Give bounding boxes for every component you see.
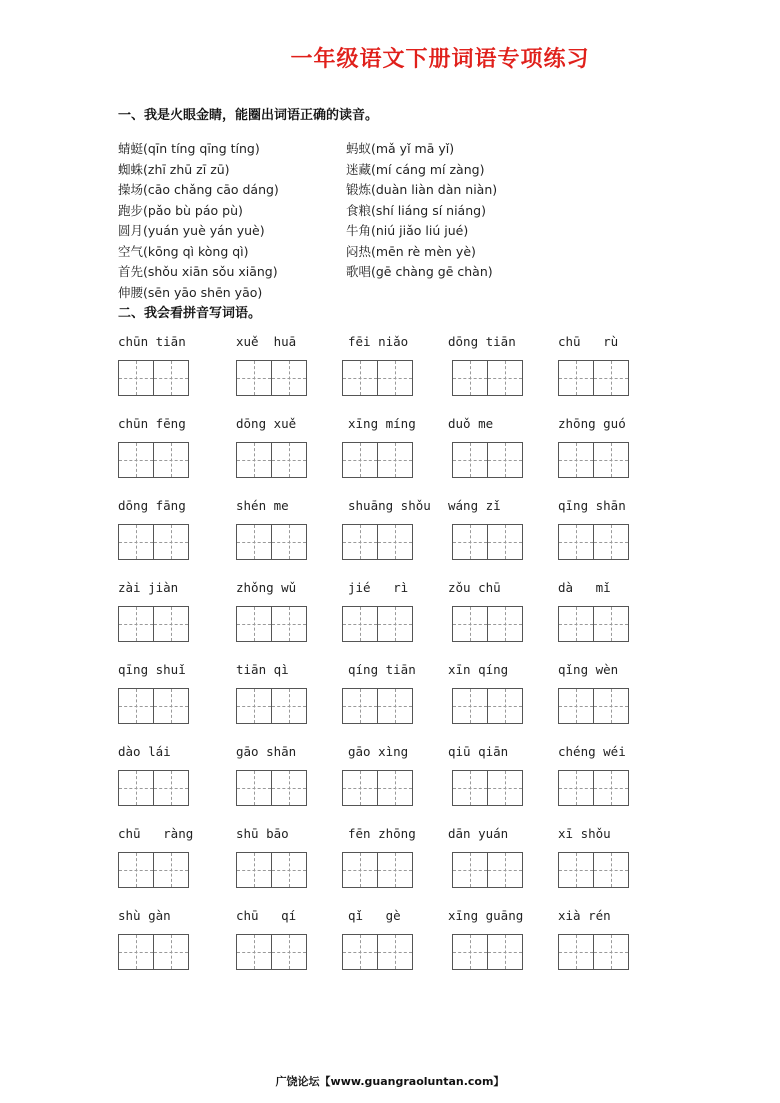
pinyin-label: dōng fāng bbox=[118, 498, 186, 513]
writing-item bbox=[118, 580, 188, 642]
writing-box[interactable] bbox=[342, 360, 378, 396]
tianzi-grid[interactable] bbox=[118, 442, 188, 478]
pinyin-label: zǒu chū bbox=[448, 580, 501, 595]
tianzi-grid[interactable] bbox=[342, 770, 412, 806]
writing-box[interactable] bbox=[342, 442, 378, 478]
pinyin-label: wáng zǐ bbox=[448, 498, 501, 513]
pinyin-label: zhōng guó bbox=[558, 416, 626, 431]
pronunciation-item[interactable]: 歌唱(gē chàng gē chàn) bbox=[346, 264, 493, 280]
tianzi-grid[interactable] bbox=[452, 606, 522, 642]
pronunciation-row bbox=[118, 179, 678, 200]
writing-box[interactable] bbox=[558, 606, 594, 642]
writing-box[interactable] bbox=[593, 524, 629, 560]
writing-box[interactable] bbox=[271, 852, 307, 888]
pronunciation-row bbox=[118, 261, 678, 282]
pronunciation-item[interactable]: 蚂蚁(mǎ yǐ mā yǐ) bbox=[346, 141, 455, 157]
tianzi-grid[interactable] bbox=[342, 442, 416, 478]
writing-item bbox=[558, 498, 628, 560]
tianzi-grid[interactable] bbox=[558, 524, 628, 560]
tianzi-grid[interactable] bbox=[236, 852, 306, 888]
pronunciation-item[interactable]: 首先(shǒu xiān sǒu xiāng) bbox=[118, 264, 278, 280]
tianzi-grid[interactable] bbox=[236, 606, 306, 642]
writing-box[interactable] bbox=[558, 934, 594, 970]
writing-box[interactable] bbox=[236, 934, 272, 970]
writing-item bbox=[558, 334, 628, 396]
tianzi-grid[interactable] bbox=[452, 688, 522, 724]
writing-box[interactable] bbox=[271, 360, 307, 396]
pronunciation-item[interactable]: 牛角(niú jiǎo liú jué) bbox=[346, 223, 469, 239]
writing-item bbox=[448, 334, 522, 396]
writing-box[interactable] bbox=[377, 852, 413, 888]
pinyin-label: shū bāo bbox=[236, 826, 289, 841]
pinyin-label: xīng guāng bbox=[448, 908, 524, 923]
pronunciation-item[interactable]: 跑步(pǎo bù páo pù) bbox=[118, 202, 243, 218]
writing-box[interactable] bbox=[342, 770, 378, 806]
writing-item bbox=[236, 744, 306, 806]
pinyin-label: zhǒng wǔ bbox=[236, 580, 297, 595]
writing-item bbox=[118, 334, 188, 396]
writing-item bbox=[448, 662, 522, 724]
writing-box[interactable] bbox=[452, 770, 488, 806]
footer-source: 广饶论坛【www.guangraoluntan.com】 bbox=[275, 1075, 505, 1088]
tianzi-grid[interactable] bbox=[118, 934, 188, 970]
writing-box[interactable] bbox=[593, 606, 629, 642]
pinyin-label: dān yuán bbox=[448, 826, 509, 841]
pinyin-label: shén me bbox=[236, 498, 289, 513]
writing-item bbox=[448, 580, 522, 642]
writing-box[interactable] bbox=[271, 442, 307, 478]
writing-box[interactable] bbox=[452, 606, 488, 642]
writing-box[interactable] bbox=[342, 688, 378, 724]
writing-box[interactable] bbox=[153, 770, 189, 806]
pronunciation-row bbox=[118, 282, 678, 303]
pinyin-label: xīn qíng bbox=[448, 662, 509, 677]
writing-box[interactable] bbox=[558, 442, 594, 478]
pronunciation-row bbox=[118, 138, 678, 159]
tianzi-grid[interactable] bbox=[118, 360, 188, 396]
writing-item bbox=[118, 826, 193, 888]
pinyin-label: dà mǐ bbox=[558, 580, 611, 595]
writing-box[interactable] bbox=[236, 606, 272, 642]
writing-box[interactable] bbox=[593, 360, 629, 396]
tianzi-grid[interactable] bbox=[342, 688, 416, 724]
writing-box[interactable] bbox=[342, 852, 378, 888]
tianzi-grid[interactable] bbox=[118, 524, 188, 560]
writing-box[interactable] bbox=[452, 360, 488, 396]
writing-item bbox=[236, 498, 306, 560]
writing-row bbox=[118, 662, 678, 744]
pronunciation-item[interactable]: 蜻蜓(qīn tíng qīng tíng) bbox=[118, 141, 260, 157]
writing-box[interactable] bbox=[236, 360, 272, 396]
writing-box[interactable] bbox=[153, 688, 189, 724]
pinyin-label: qīng shuǐ bbox=[118, 662, 186, 677]
writing-box[interactable] bbox=[153, 524, 189, 560]
pinyin-label: fēn zhōng bbox=[348, 826, 416, 841]
writing-row bbox=[118, 498, 678, 580]
writing-box[interactable] bbox=[271, 606, 307, 642]
writing-box[interactable] bbox=[118, 442, 154, 478]
writing-box[interactable] bbox=[377, 606, 413, 642]
writing-row bbox=[118, 334, 678, 416]
writing-box[interactable] bbox=[487, 770, 523, 806]
pinyin-label: shuāng shǒu bbox=[348, 498, 431, 513]
pronunciation-item[interactable]: 闷热(mēn rè mèn yè) bbox=[346, 243, 476, 259]
writing-box[interactable] bbox=[153, 442, 189, 478]
pinyin-label: shù gàn bbox=[118, 908, 171, 923]
writing-item bbox=[558, 908, 628, 970]
pinyin-label: zài jiàn bbox=[118, 580, 179, 595]
writing-box[interactable] bbox=[236, 688, 272, 724]
writing-box[interactable] bbox=[236, 442, 272, 478]
tianzi-grid[interactable] bbox=[452, 852, 522, 888]
pronunciation-row bbox=[118, 241, 678, 262]
writing-item bbox=[348, 334, 412, 396]
tianzi-grid[interactable] bbox=[236, 524, 306, 560]
tianzi-grid[interactable] bbox=[118, 770, 188, 806]
writing-box[interactable] bbox=[236, 524, 272, 560]
tianzi-grid[interactable] bbox=[236, 934, 306, 970]
writing-row bbox=[118, 416, 678, 498]
pinyin-label: xīng míng bbox=[348, 416, 416, 431]
pronunciation-item[interactable]: 锻炼(duàn liàn dàn niàn) bbox=[346, 182, 498, 198]
pronunciation-item[interactable]: 伸腰(sēn yāo shēn yāo) bbox=[118, 284, 263, 300]
pinyin-label: dào lái bbox=[118, 744, 171, 759]
writing-box[interactable] bbox=[558, 524, 594, 560]
pinyin-label: chū qí bbox=[236, 908, 297, 923]
pinyin-label: duǒ me bbox=[448, 416, 494, 431]
writing-item bbox=[118, 908, 188, 970]
writing-item bbox=[348, 580, 412, 642]
writing-box[interactable] bbox=[377, 688, 413, 724]
writing-box[interactable] bbox=[593, 442, 629, 478]
writing-row bbox=[118, 908, 678, 990]
writing-item bbox=[118, 498, 188, 560]
writing-item bbox=[348, 416, 416, 478]
pronunciation-row bbox=[118, 159, 678, 180]
tianzi-grid[interactable] bbox=[452, 360, 522, 396]
writing-item bbox=[236, 662, 306, 724]
writing-box[interactable] bbox=[558, 360, 594, 396]
writing-row bbox=[118, 580, 678, 662]
writing-box[interactable] bbox=[271, 524, 307, 560]
writing-box[interactable] bbox=[271, 770, 307, 806]
writing-box[interactable] bbox=[452, 688, 488, 724]
writing-grid-area bbox=[118, 334, 678, 990]
pinyin-label: tiān qì bbox=[236, 662, 289, 677]
pinyin-label: qíng tiān bbox=[348, 662, 416, 677]
writing-item bbox=[236, 334, 306, 396]
pinyin-label: gāo xìng bbox=[348, 744, 409, 759]
writing-item bbox=[236, 908, 306, 970]
writing-box[interactable] bbox=[558, 852, 594, 888]
writing-box[interactable] bbox=[342, 606, 378, 642]
pronunciation-item[interactable]: 蜘蛛(zhī zhū zī zū) bbox=[118, 161, 230, 177]
tianzi-grid[interactable] bbox=[558, 606, 628, 642]
tianzi-grid[interactable] bbox=[558, 442, 628, 478]
writing-box[interactable] bbox=[558, 770, 594, 806]
writing-item bbox=[558, 662, 628, 724]
pinyin-label: qǐ gè bbox=[348, 908, 401, 923]
writing-box[interactable] bbox=[118, 852, 154, 888]
writing-box[interactable] bbox=[342, 934, 378, 970]
writing-box[interactable] bbox=[236, 770, 272, 806]
pronunciation-item[interactable]: 迷藏(mí cáng mí zàng) bbox=[346, 161, 485, 177]
tianzi-grid[interactable] bbox=[342, 524, 431, 560]
pinyin-label: dōng tiān bbox=[448, 334, 516, 349]
writing-box[interactable] bbox=[118, 934, 154, 970]
tianzi-grid[interactable] bbox=[118, 852, 193, 888]
pinyin-label: xià rén bbox=[558, 908, 611, 923]
pinyin-label: qiū qiān bbox=[448, 744, 509, 759]
tianzi-grid[interactable] bbox=[236, 770, 306, 806]
pinyin-label: chūn tiān bbox=[118, 334, 186, 349]
pinyin-label: chéng wéi bbox=[558, 744, 626, 759]
pinyin-label: gāo shān bbox=[236, 744, 297, 759]
writing-item bbox=[236, 580, 306, 642]
writing-item bbox=[448, 416, 522, 478]
writing-row bbox=[118, 826, 678, 908]
writing-item bbox=[348, 826, 416, 888]
writing-box[interactable] bbox=[593, 770, 629, 806]
pronunciation-item[interactable]: 食粮(shí liáng sí niáng) bbox=[346, 202, 486, 218]
tianzi-grid[interactable] bbox=[236, 688, 306, 724]
writing-box[interactable] bbox=[593, 934, 629, 970]
pronunciation-list bbox=[118, 138, 678, 302]
tianzi-grid[interactable] bbox=[452, 442, 522, 478]
tianzi-grid[interactable] bbox=[342, 606, 412, 642]
writing-box[interactable] bbox=[118, 524, 154, 560]
writing-box[interactable] bbox=[118, 770, 154, 806]
writing-box[interactable] bbox=[452, 524, 488, 560]
section-2-heading: 二、我会看拼音写词语。 bbox=[118, 306, 262, 321]
writing-item bbox=[118, 744, 188, 806]
writing-item bbox=[348, 908, 412, 970]
writing-box[interactable] bbox=[153, 852, 189, 888]
pronunciation-item[interactable]: 空气(kōng qì kòng qì) bbox=[118, 243, 249, 259]
writing-box[interactable] bbox=[452, 442, 488, 478]
writing-item bbox=[348, 662, 416, 724]
writing-box[interactable] bbox=[452, 934, 488, 970]
writing-box[interactable] bbox=[452, 852, 488, 888]
tianzi-grid[interactable] bbox=[236, 442, 306, 478]
writing-item bbox=[236, 416, 306, 478]
tianzi-grid[interactable] bbox=[118, 606, 188, 642]
writing-item bbox=[558, 826, 628, 888]
tianzi-grid[interactable] bbox=[342, 934, 412, 970]
writing-item bbox=[558, 744, 628, 806]
writing-item bbox=[448, 826, 522, 888]
tianzi-grid[interactable] bbox=[558, 360, 628, 396]
writing-box[interactable] bbox=[377, 524, 413, 560]
writing-item bbox=[448, 908, 523, 970]
pinyin-label: qǐng wèn bbox=[558, 662, 619, 677]
writing-box[interactable] bbox=[487, 606, 523, 642]
pinyin-label: qīng shān bbox=[558, 498, 626, 513]
tianzi-grid[interactable] bbox=[558, 770, 628, 806]
writing-box[interactable] bbox=[487, 524, 523, 560]
writing-box[interactable] bbox=[271, 688, 307, 724]
writing-item bbox=[348, 498, 431, 560]
writing-box[interactable] bbox=[153, 606, 189, 642]
writing-box[interactable] bbox=[377, 360, 413, 396]
writing-box[interactable] bbox=[377, 442, 413, 478]
writing-box[interactable] bbox=[118, 360, 154, 396]
pinyin-label: jié rì bbox=[348, 580, 409, 595]
pinyin-label: chū rù bbox=[558, 334, 619, 349]
writing-box[interactable] bbox=[593, 688, 629, 724]
writing-box[interactable] bbox=[487, 852, 523, 888]
writing-item bbox=[118, 416, 188, 478]
page-title: 一年级语文下册词语专项练习 bbox=[290, 47, 590, 72]
writing-box[interactable] bbox=[558, 688, 594, 724]
writing-item bbox=[448, 498, 522, 560]
writing-item bbox=[558, 416, 628, 478]
writing-box[interactable] bbox=[487, 934, 523, 970]
writing-item bbox=[448, 744, 522, 806]
writing-item bbox=[236, 826, 306, 888]
writing-box[interactable] bbox=[487, 442, 523, 478]
tianzi-grid[interactable] bbox=[452, 934, 523, 970]
pinyin-label: xuě huā bbox=[236, 334, 297, 349]
section-1-heading: 一、我是火眼金睛，能圈出词语正确的读音。 bbox=[118, 108, 379, 123]
tianzi-grid[interactable] bbox=[342, 852, 416, 888]
tianzi-grid[interactable] bbox=[452, 770, 522, 806]
tianzi-grid[interactable] bbox=[558, 852, 628, 888]
pronunciation-item[interactable]: 圆月(yuán yuè yán yuè) bbox=[118, 223, 265, 239]
writing-box[interactable] bbox=[118, 606, 154, 642]
writing-box[interactable] bbox=[118, 688, 154, 724]
writing-box[interactable] bbox=[153, 934, 189, 970]
pronunciation-row bbox=[118, 220, 678, 241]
pinyin-label: chūn fēng bbox=[118, 416, 186, 431]
pinyin-label: dōng xuě bbox=[236, 416, 297, 431]
pronunciation-item[interactable]: 操场(cāo chǎng cāo dáng) bbox=[118, 182, 279, 198]
tianzi-grid[interactable] bbox=[236, 360, 306, 396]
tianzi-grid[interactable] bbox=[452, 524, 522, 560]
writing-item bbox=[558, 580, 628, 642]
tianzi-grid[interactable] bbox=[558, 688, 628, 724]
writing-box[interactable] bbox=[377, 934, 413, 970]
tianzi-grid[interactable] bbox=[558, 934, 628, 970]
writing-item bbox=[348, 744, 412, 806]
pinyin-label: xī shǒu bbox=[558, 826, 611, 841]
writing-item bbox=[118, 662, 188, 724]
tianzi-grid[interactable] bbox=[342, 360, 412, 396]
pinyin-label: chū ràng bbox=[118, 826, 194, 841]
writing-box[interactable] bbox=[271, 934, 307, 970]
pronunciation-row bbox=[118, 200, 678, 221]
writing-box[interactable] bbox=[487, 360, 523, 396]
writing-box[interactable] bbox=[487, 688, 523, 724]
writing-box[interactable] bbox=[342, 524, 378, 560]
tianzi-grid[interactable] bbox=[118, 688, 188, 724]
writing-row bbox=[118, 744, 678, 826]
writing-box[interactable] bbox=[377, 770, 413, 806]
writing-box[interactable] bbox=[236, 852, 272, 888]
pinyin-label: fēi niǎo bbox=[348, 334, 409, 349]
writing-box[interactable] bbox=[153, 360, 189, 396]
writing-box[interactable] bbox=[593, 852, 629, 888]
